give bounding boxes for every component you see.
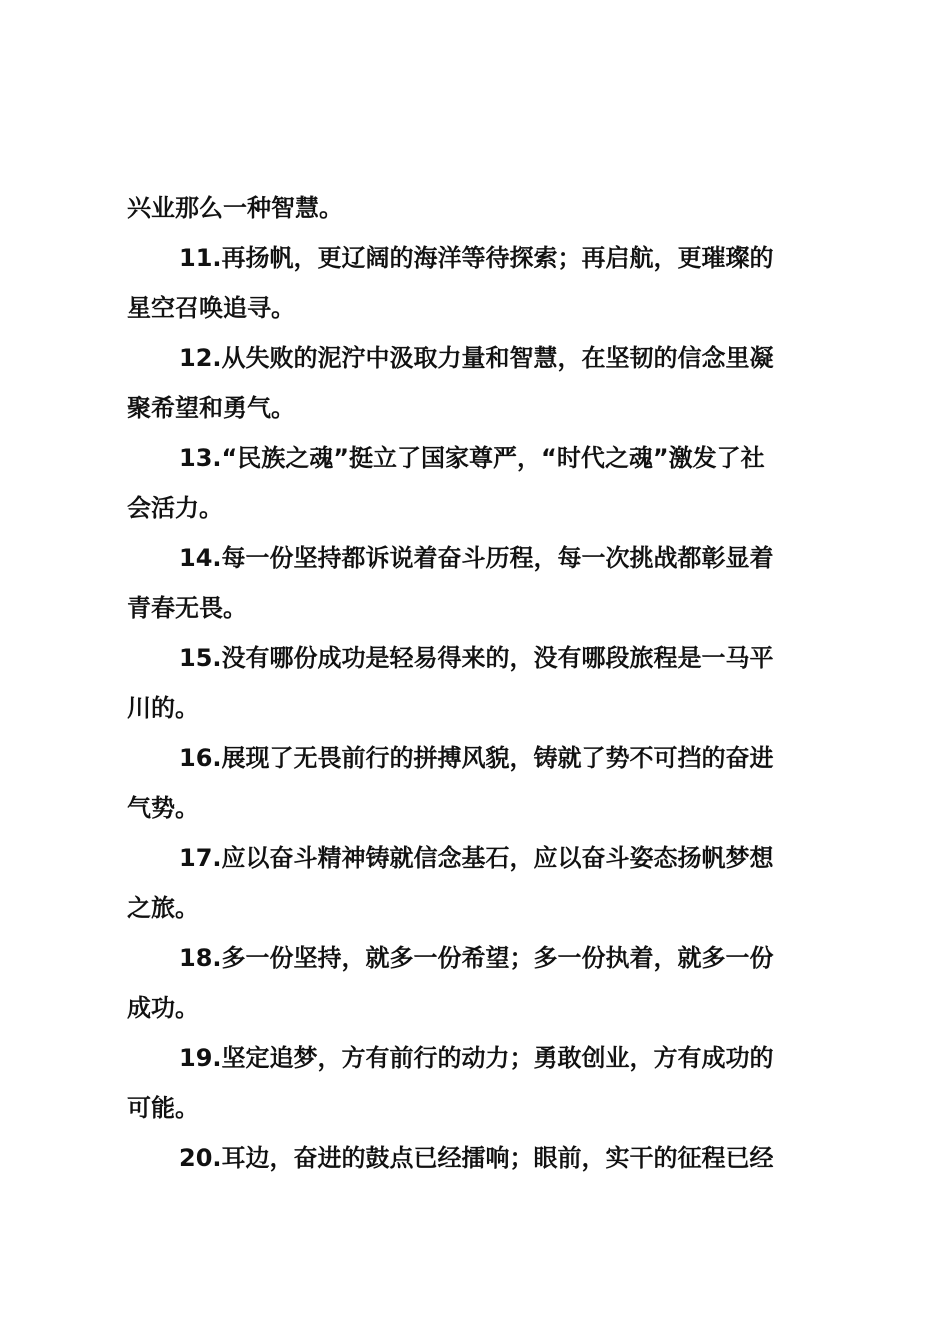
list-item-18 (127, 933, 837, 1033)
list-item-line: 成功。 (127, 994, 199, 1022)
list-item-line: 15.没有哪份成功是轻易得来的，没有哪段旅程是一马平 (179, 644, 774, 672)
list-item-line: 星空召唤追寻。 (127, 294, 295, 322)
list-item-line: 14.每一份坚持都诉说着奋斗历程，每一次挑战都彰显着 (179, 544, 774, 572)
list-item-16 (127, 733, 837, 833)
list-item-line: 11.再扬帆，更辽阔的海洋等待探索；再启航，更璀璨的 (179, 244, 774, 272)
list-item-line: 13.“民族之魂”挺立了国家尊严，“时代之魂”激发了社 (179, 444, 765, 472)
list-item-line: 16.展现了无畏前行的拼搏风貌，铸就了势不可挡的奋进 (179, 744, 774, 772)
list-item-line: 气势。 (127, 794, 199, 822)
continuation-paragraph (127, 183, 837, 233)
list-item-line: 12.从失败的泥泞中汲取力量和智慧，在坚韧的信念里凝 (179, 344, 774, 372)
list-item-line: 青春无畏。 (127, 594, 247, 622)
list-item-line: 川的。 (127, 694, 199, 722)
list-item-17 (127, 833, 837, 933)
list-item-line: 聚希望和勇气。 (127, 394, 295, 422)
list-item-line: 之旅。 (127, 894, 199, 922)
list-item-12 (127, 333, 837, 433)
list-item-line: 18.多一份坚持，就多一份希望；多一份执着，就多一份 (179, 944, 774, 972)
list-item-14 (127, 533, 837, 633)
list-item-line: 会活力。 (127, 494, 223, 522)
list-item-19 (127, 1033, 837, 1133)
list-item-15 (127, 633, 837, 733)
list-item-line: 20.耳边，奋进的鼓点已经擂响；眼前，实干的征程已经 (179, 1144, 774, 1172)
document-body (127, 183, 837, 1183)
list-item-line: 可能。 (127, 1094, 199, 1122)
list-item-line: 19.坚定追梦，方有前行的动力；勇敢创业，方有成功的 (179, 1044, 774, 1072)
list-item-20 (127, 1133, 837, 1183)
list-item-13 (127, 433, 837, 533)
continuation-line: 兴业那么一种智慧。 (127, 194, 343, 222)
list-item-line: 17.应以奋斗精神铸就信念基石，应以奋斗姿态扬帆梦想 (179, 844, 774, 872)
list-item-11 (127, 233, 837, 333)
